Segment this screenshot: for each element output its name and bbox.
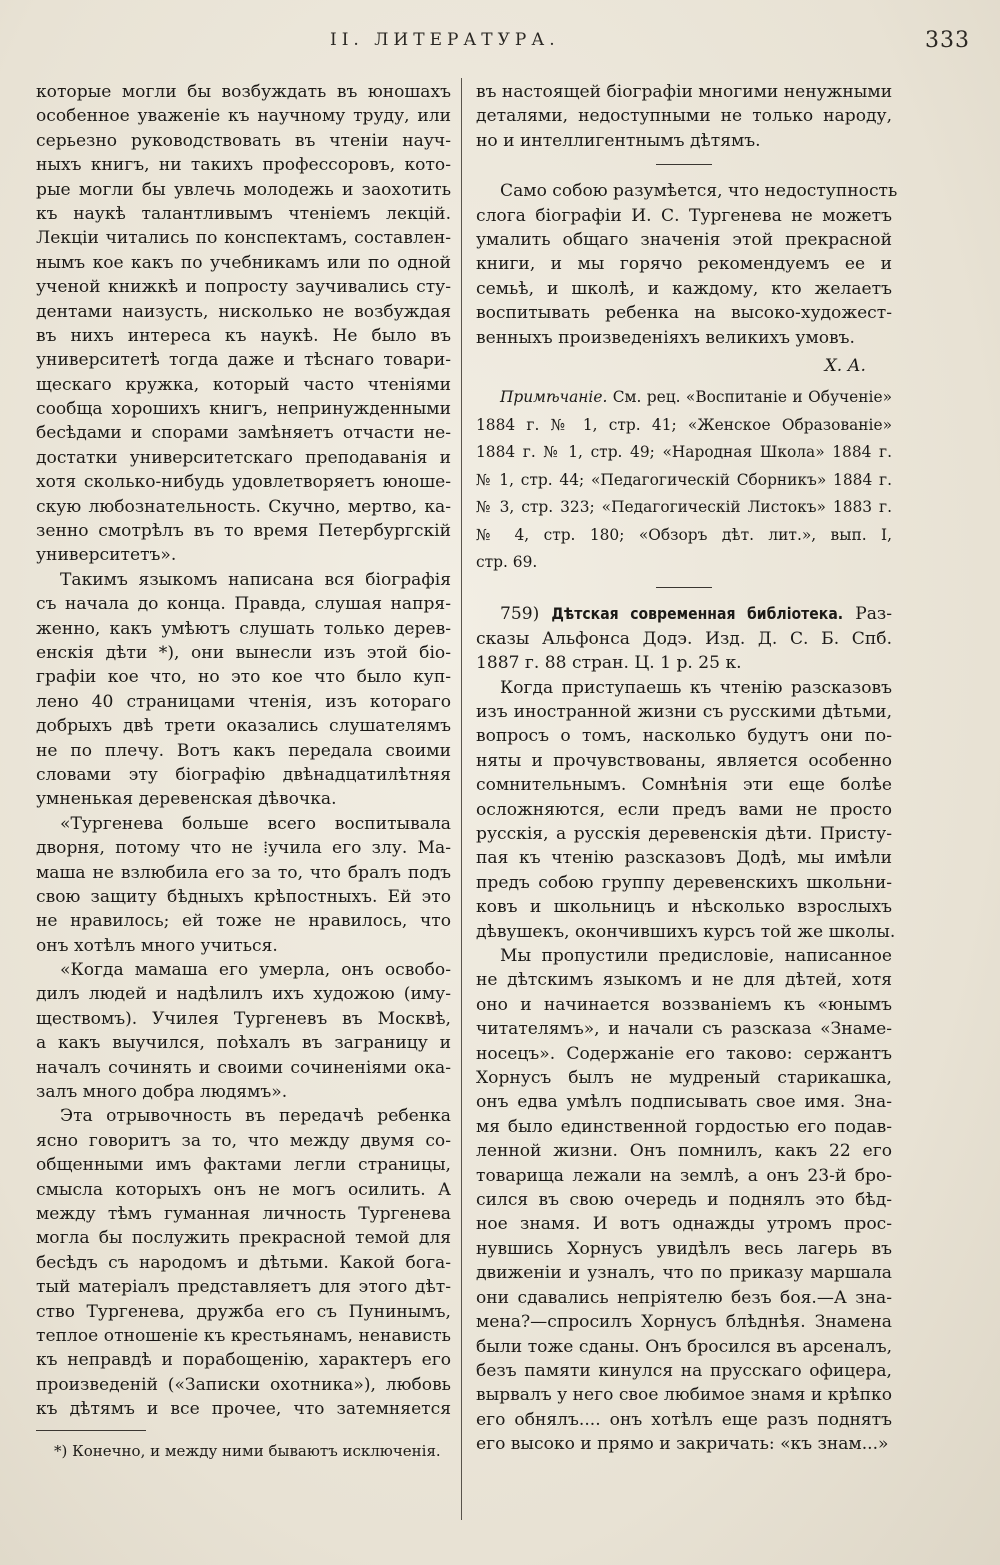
text-line: русскія, а русскія деревенскія дѣти. Присту- [476, 823, 892, 844]
review-signature: Х. А. [824, 356, 866, 377]
text-line: маша не взлюбила его за то, что бралъ подъ [36, 862, 451, 883]
text-line: дилъ людей и надѣлилъ ихъ художою (иму- [36, 984, 451, 1005]
text-line: ныхъ книгъ, ни такихъ профессоровъ, кото- [36, 155, 451, 176]
text-line: женно, какъ умѣютъ слушать только дерев- [36, 618, 451, 639]
text-line: сказы Альфонса Додэ. Изд. Д. С. Б. Спб. [476, 628, 892, 649]
text-line: лено 40 страницами чтенія, изъ котораго [36, 691, 451, 712]
text-line: онъ едва умѣлъ подписывать свое имя. Зна- [476, 1092, 892, 1113]
footnote-rule [36, 1430, 146, 1431]
text-line: «Когда мамаша его умерла, онъ освобо- [60, 960, 451, 981]
text-line: словами эту біографію двѣнадцатилѣтняя [36, 764, 451, 785]
left-column [36, 80, 451, 1462]
text-line: мена?—спросилъ Хорнусъ блѣднѣя. Знамена [476, 1312, 892, 1333]
text-line: но и интеллигентнымъ дѣтямъ. [476, 130, 761, 151]
text-line: не дѣтскимъ языкомъ и не для дѣтей, хотя [476, 970, 892, 991]
column-divider [461, 78, 462, 1520]
text-line: смысла которыхъ онъ не могъ осилить. А [36, 1179, 451, 1200]
text-line: осложняются, если предъ вами не просто [476, 799, 892, 820]
text-line: были тоже сданы. Онъ бросился въ арсеналъ, [476, 1336, 892, 1357]
text-line: венныхъ произведеніяхъ великихъ умовъ. [476, 327, 855, 348]
text-line: а какъ выучился, поѣхалъ въ заграницу и [36, 1033, 451, 1054]
text-line: Такимъ языкомъ написана вся біографія [60, 569, 451, 590]
page-number: 333 [925, 28, 970, 53]
text-line: ясно говоритъ за то, что между двумя со- [36, 1130, 451, 1151]
text-line: не нравилось; ей тоже не нравилось, что [36, 911, 451, 932]
note-line: 1884 г. № 1, стр. 49; «Народная Школа» 1884 г. [476, 443, 892, 462]
text-line: ное знамя. И вотъ однажды утромъ прос- [476, 1214, 892, 1235]
note-line: 1884 г. № 1, стр. 41; «Женское Образованіе» [476, 415, 892, 434]
section-rule [656, 587, 712, 588]
text-line: Лекціи читались по конспектамъ, составлен- [36, 228, 451, 249]
text-line: университетъ». [36, 545, 177, 566]
text-line: оно и начинается воззваніемъ къ «юнымъ [476, 994, 892, 1015]
text-line: Само собою разумѣется, что недоступность [500, 181, 898, 202]
text-line: умненькая деревенская дѣвочка. [36, 789, 337, 810]
text-line: енскія дѣти *), они вынесли изъ этой біо- [36, 642, 451, 663]
text-line: вырвалъ у него свое любимое знамя и крѣпко [476, 1385, 892, 1406]
text-line: воспитывать ребенка на высоко-художест- [476, 303, 892, 324]
text-line: движеніи и узналъ, что по приказу маршала [476, 1263, 892, 1284]
text-line: свою защиту бѣдныхъ крѣпостныхъ. Ей это [36, 886, 451, 907]
note-line: № 3, стр. 323; «Педагогическій Листокъ» 1883 г. [476, 498, 892, 517]
note-label: Примѣчаніе. [500, 388, 608, 407]
text-line: нымъ кое какъ по учебникамъ или по одной [36, 252, 451, 273]
text-line: сообща хорошихъ книгъ, непринужденными [36, 399, 451, 420]
text-line: его высоко и прямо и закричать: «къ знам...» [476, 1434, 889, 1455]
text-line: Когда приступаешь къ чтенію разсказовъ [500, 677, 892, 698]
text-line: въ нихъ интереса къ наукѣ. Не было въ [36, 325, 451, 346]
note-line: № 1, стр. 44; «Педагогическій Сборникъ» 1884 г. [476, 470, 892, 489]
entry-title: Дѣтская современная библіотека. [551, 605, 844, 624]
text-line: Мы пропустили предисловіе, написанное [500, 946, 892, 966]
text-line: въ настоящей біографіи многими ненужными [476, 82, 893, 102]
text-line: дворня, потому что не ⁞учила его злу. Ма- [36, 838, 451, 859]
text-line: хотя сколько-нибудь удовлетворяетъ юноше- [36, 472, 451, 493]
review-note [476, 384, 892, 576]
text-line: ство Тургенева, дружба его съ Пунинымъ, [36, 1301, 451, 1322]
text-line: изъ иностранной жизни съ русскими дѣтьми, [476, 701, 892, 722]
text-line: тый матеріалъ представляетъ для этого дѣт- [36, 1277, 451, 1298]
text-line: его обнялъ.... онъ хотѣлъ еще разъ поднятъ [476, 1409, 892, 1430]
text-line: теплое отношеніе къ крестьянамъ, ненависть [36, 1325, 451, 1346]
text-line: умалить общаго значенія этой прекрасной [476, 230, 892, 251]
text-line: товарища лежали на землѣ, а онъ 23-й бро- [476, 1165, 892, 1186]
text-line: сомнительнымъ. Сомнѣнія эти еще болѣе [476, 775, 892, 796]
text-line: графіи кое что, но это кое что было куп- [36, 667, 451, 688]
text-line: добрыхъ двѣ трети оказались слушателямъ [36, 716, 451, 737]
text-line: ковъ и школьницъ и нѣсколько взрослыхъ [476, 897, 892, 918]
text-line: залъ много добра людямъ». [36, 1082, 288, 1103]
text-line: онъ хотѣлъ много учиться. [36, 935, 278, 956]
text-line: щескаго кружка, который часто чтеніями [36, 374, 451, 395]
text-line: зенно смотрѣлъ въ то время Петербургскій [36, 521, 451, 542]
text-line: читателямъ», и начали съ разсказа «Знаме- [476, 1019, 892, 1040]
text-line: деталями, недоступными не только народу, [476, 106, 892, 127]
text-line: съ начала до конца. Правда, слушая напря- [36, 594, 451, 615]
text-line: между тѣмъ гуманная личность Тургенева [36, 1203, 451, 1224]
text-line: бесѣдъ съ народомъ и дѣтьми. Какой бога- [36, 1252, 451, 1273]
text-line: семьѣ, и школѣ, и каждому, кто желаетъ [476, 278, 892, 299]
text-line: бесѣдами и спорами замѣняетъ отчасти не- [36, 423, 451, 444]
text-line: могла бы послужить прекрасной темой для [36, 1228, 451, 1249]
text-line: рые могли бы увлечь молодежь и заохотить [36, 179, 451, 200]
note-line: № 4, стр. 180; «Обзоръ дѣт. лит.», вып. I, [476, 525, 892, 544]
text-line: предъ собою группу деревенскихъ школьни- [476, 872, 892, 893]
note-line: стр. 69. [476, 552, 538, 571]
text-line: 1887 г. 88 стран. Ц. 1 р. 25 к. [476, 653, 742, 674]
text-line: носецъ». Содержаніе его таково: сержантъ [476, 1043, 892, 1064]
running-head: II. ЛИТЕРАТУРА. [330, 30, 560, 50]
text-line: слога біографіи И. С. Тургенева не можетъ [476, 205, 892, 226]
text-line: дентами наизусть, нисколько не возбуждая [36, 301, 451, 322]
note-text: См. рец. «Воспитаніе и Обученіе» [612, 388, 892, 407]
text-line: сился въ свою очередь и поднялъ это бѣд- [476, 1190, 892, 1211]
text-line: ленной жизни. Онъ помнилъ, какъ 22 его [476, 1141, 892, 1162]
text-line: Хорнусъ былъ не мудреный старикашка, [476, 1068, 892, 1089]
text-line: общенными имъ фактами легли страницы, [36, 1155, 451, 1176]
text-line: которые могли бы возбуждать въ юношахъ [36, 82, 451, 102]
text-line: безъ памяти кинулся на прусскаго офицера, [476, 1360, 892, 1381]
footnote: *) Конечно, и между ними бываютъ исключенія. [54, 1442, 441, 1461]
text-line: «Тургенева больше всего воспитывала [60, 813, 451, 834]
text-line: Эта отрывочность въ передачѣ ребенка [60, 1106, 451, 1127]
text-line: они сдавались непріятелю безъ боя.—А зна- [476, 1287, 892, 1308]
entry-number: 759) [500, 604, 540, 625]
entry-title-rest: Раз- [855, 604, 893, 625]
text-line: пая къ чтенію разсказовъ Додѣ, мы имѣли [476, 848, 892, 869]
text-line: произведеній («Записки охотника»), любовь [36, 1374, 451, 1395]
text-line: ществомъ). Училея Тургеневъ въ Москвѣ, [36, 1008, 451, 1029]
text-line: скую любознательность. Скучно, мертво, ка- [36, 496, 451, 517]
text-line: особенное уваженіе къ научному труду, или [36, 106, 451, 127]
text-line: книги, и мы горячо рекомендуемъ ее и [476, 254, 892, 275]
text-line: не по плечу. Вотъ какъ передала своими [36, 740, 451, 761]
text-line: къ дѣтямъ и все прочее, что затемняется [36, 1399, 451, 1420]
text-line: нувшись Хорнусъ увидѣлъ весь лагерь въ [476, 1238, 892, 1259]
text-line: началъ сочинять и своими сочиненіями ока- [36, 1057, 451, 1078]
text-line: серьезно руководствовать въ чтеніи науч- [36, 130, 451, 151]
text-line: ученой книжкѣ и попросту заучивались сту- [36, 277, 451, 298]
section-rule [656, 164, 712, 165]
text-line: университетѣ тогда даже и тѣснаго товари- [36, 350, 451, 371]
entry-heading [476, 602, 892, 626]
text-line: достатки университетскаго преподаванія и [36, 447, 451, 468]
note-line [476, 384, 892, 411]
text-line: дѣвушекъ, окончившихъ курсъ той же школы. [476, 921, 896, 942]
text-line: вопросъ о томъ, насколько будутъ они по- [476, 726, 892, 747]
text-line: къ неправдѣ и порабощенію, характеръ его [36, 1350, 451, 1371]
text-line: къ наукѣ талантливымъ чтеніемъ лекцій. [36, 203, 451, 224]
text-line: няты и прочувствованы, является особенно [476, 750, 892, 771]
text-line: мя было единственной гордостью его подав- [476, 1116, 892, 1137]
right-column [476, 80, 898, 1457]
